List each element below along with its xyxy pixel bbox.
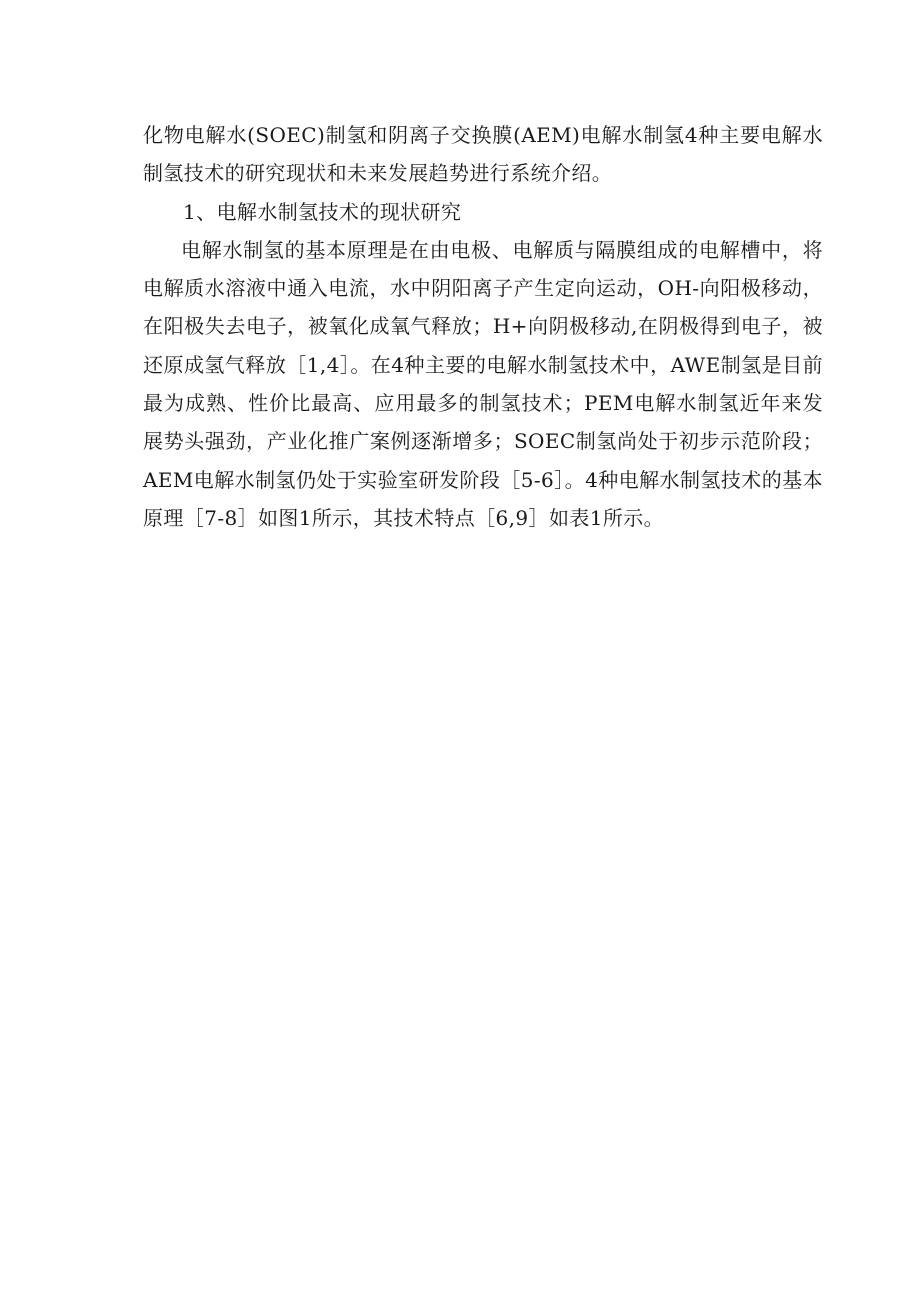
- section-heading: 1、电解水制氢技术的现状研究: [183, 199, 462, 224]
- intro-continuation-paragraph: 化物电解水(SOEC)制氢和阴离子交换膜(AEM)电解水制氢4种主要电解水制氢技术的研究现状和未来发展趋势进行系统介绍。: [143, 123, 823, 186]
- document-body: [143, 116, 823, 537]
- principle-paragraph: 电解水制氢的基本原理是在由电极、电解质与隔膜组成的电解槽中，将电解质水溶液中通入电流，水中阴阳离子产生定向运动，OH-向阳极移动，在阳极失去电子，被氧化成氧气释放；H+向阴极移动,在阴极得到电子，被还原成氢气释放［1,4］。在4种主要的电解水制氢技术中，AWE制氢是目前最为成熟、性价比最高、应用最多的制氢技术；PEM电解水制氢近年来发展势头强劲，产业化推广案例逐渐增多；SOEC制氢尚处于初步示范阶段；AEM电解水制氢仍处于实验室研发阶段［5-6］。4种电解水制氢技术的基本原理［7-8］如图1所示，其技术特点［6,9］如表1所示。: [143, 237, 823, 530]
